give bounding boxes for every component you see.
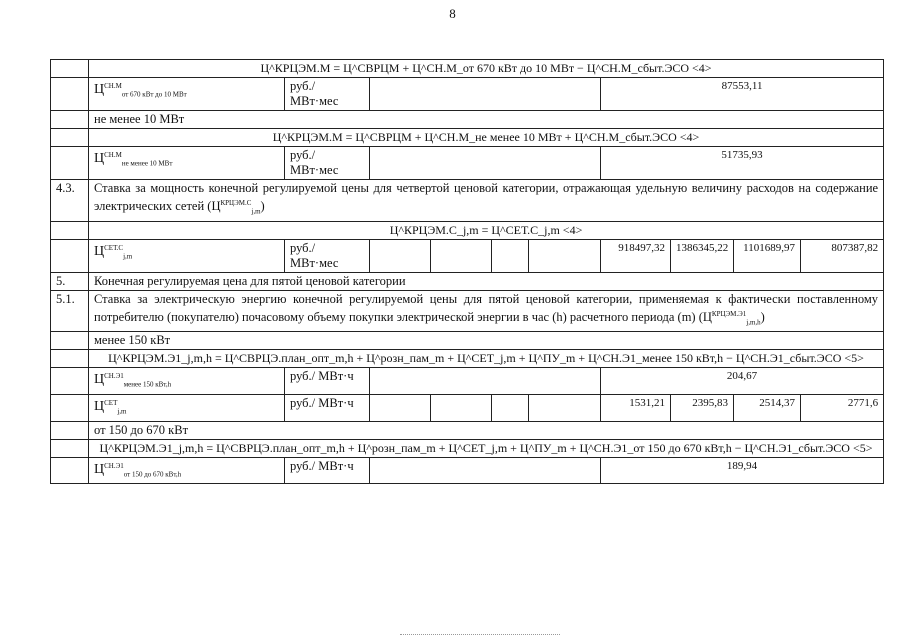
unit: руб./ МВт·мес: [285, 239, 370, 272]
formula-row: [51, 60, 884, 78]
value: 87553,11: [601, 78, 884, 111]
formula-row: [51, 439, 884, 457]
unit: руб./ МВт·мес: [285, 147, 370, 180]
unit: руб./ МВт·ч: [285, 368, 370, 395]
formula-row: [51, 129, 884, 147]
section-text: Ставка за электрическую энергию конечной регулируемой цены для пятой ценовой категории, применяемая к фактически поставленному потребителю (покупателю) почасовому объему покупки электрической энергии в час (h) расчетного периода (m) $(Ц^{КРЦЭМ.Э1}_{j,m,h})$: [89, 290, 884, 332]
section-row: [51, 272, 884, 290]
formula: Ц^КРЦЭМ.Э1_j,m,h = Ц^СВРЦЭ.план_опт_m,h + Ц^розн_пам_m + Ц^СЕТ_j,m + Ц^ПУ_m + Ц^СН.Э1_менее 150 кВт,h − Ц^СН.Э1_сбыт.ЭСО <5>: [89, 350, 884, 368]
table-row: [51, 239, 884, 272]
value-voltage-4: 807387,82: [801, 239, 884, 272]
formula: Ц^КРЦЭМ.Э1_j,m,h = Ц^СВРЦЭ.план_опт_m,h + Ц^розн_пам_m + Ц^СЕТ_j,m + Ц^ПУ_m + Ц^СН.Э1_от 150 до 670 кВт,h − Ц^СН.Э1_сбыт.ЭСО <5>: [89, 439, 884, 457]
subheading: менее 150 кВт: [89, 332, 884, 350]
formula-row: [51, 350, 884, 368]
unit: руб./ МВт·ч: [285, 457, 370, 484]
section-row: [51, 290, 884, 332]
subheading-row: [51, 332, 884, 350]
value: 51735,93: [601, 147, 884, 180]
price-symbol: $Ц^{СН.М}_{от 670 кВт до 10 МВт}$: [89, 78, 285, 111]
section-text: Конечная регулируемая цена для пятой ценовой категории: [89, 272, 884, 290]
section-text: Ставка за мощность конечной регулируемой цены для четвертой ценовой категории, отражающая удельную величину расходов на содержание электрических сетей $(Ц^{КРЦЭМ.С}_{j,m})$: [89, 180, 884, 222]
formula: Ц^КРЦЭМ.С_j,m = Ц^СЕТ.С_j,m <4>: [89, 221, 884, 239]
price-symbol: $Ц^{СН.М}_{не менее 10 МВт}$: [89, 147, 285, 180]
subheading: не менее 10 МВт: [89, 111, 884, 129]
value-voltage-3: 2514,37: [734, 394, 801, 421]
subheading: от 150 до 670 кВт: [89, 421, 884, 439]
value: 189,94: [601, 457, 884, 484]
value-voltage-2: 2395,83: [671, 394, 734, 421]
formula: Ц^КРЦЭМ.М = Ц^СВРЦМ + Ц^СН.М_от 670 кВт до 10 МВт − Ц^СН.М_сбыт.ЭСО <4>: [89, 60, 884, 78]
section-number: 5.1.: [51, 290, 89, 332]
price-symbol: $Ц^{СН.Э1}_{менее 150 кВт,h}$: [89, 368, 285, 395]
formula-row: [51, 221, 884, 239]
table-row: [51, 147, 884, 180]
unit: руб./ МВт·ч: [285, 394, 370, 421]
price-symbol: $Ц^{СЕТ}_{j,m}$: [89, 394, 285, 421]
unit: руб./ МВт·мес: [285, 78, 370, 111]
price-symbol: $Ц^{СН.Э1}_{от 150 до 670 кВт,h}$: [89, 457, 285, 484]
value-voltage-1: 918497,32: [601, 239, 671, 272]
value-voltage-3: 1101689,97: [734, 239, 801, 272]
page-number: 8: [449, 6, 456, 21]
table-row: [51, 394, 884, 421]
value-voltage-2: 1386345,22: [671, 239, 734, 272]
section-number: 4.3.: [51, 180, 89, 222]
page-footer-mark: [400, 634, 560, 638]
subheading-row: [51, 421, 884, 439]
section-row: [51, 180, 884, 222]
value-voltage-1: 1531,21: [601, 394, 671, 421]
subheading-row: [51, 111, 884, 129]
table-row: [51, 457, 884, 484]
value-voltage-4: 2771,6: [801, 394, 884, 421]
table-row: [51, 78, 884, 111]
formula: Ц^КРЦЭМ.М = Ц^СВРЦМ + Ц^СН.М_не менее 10 МВт + Ц^СН.М_сбыт.ЭСО <4>: [89, 129, 884, 147]
value: 204,67: [601, 368, 884, 395]
section-number: 5.: [51, 272, 89, 290]
price-symbol: $Ц^{СЕТ.С}_{j,m}$: [89, 239, 285, 272]
tariff-table: [50, 59, 884, 484]
table-row: [51, 368, 884, 395]
